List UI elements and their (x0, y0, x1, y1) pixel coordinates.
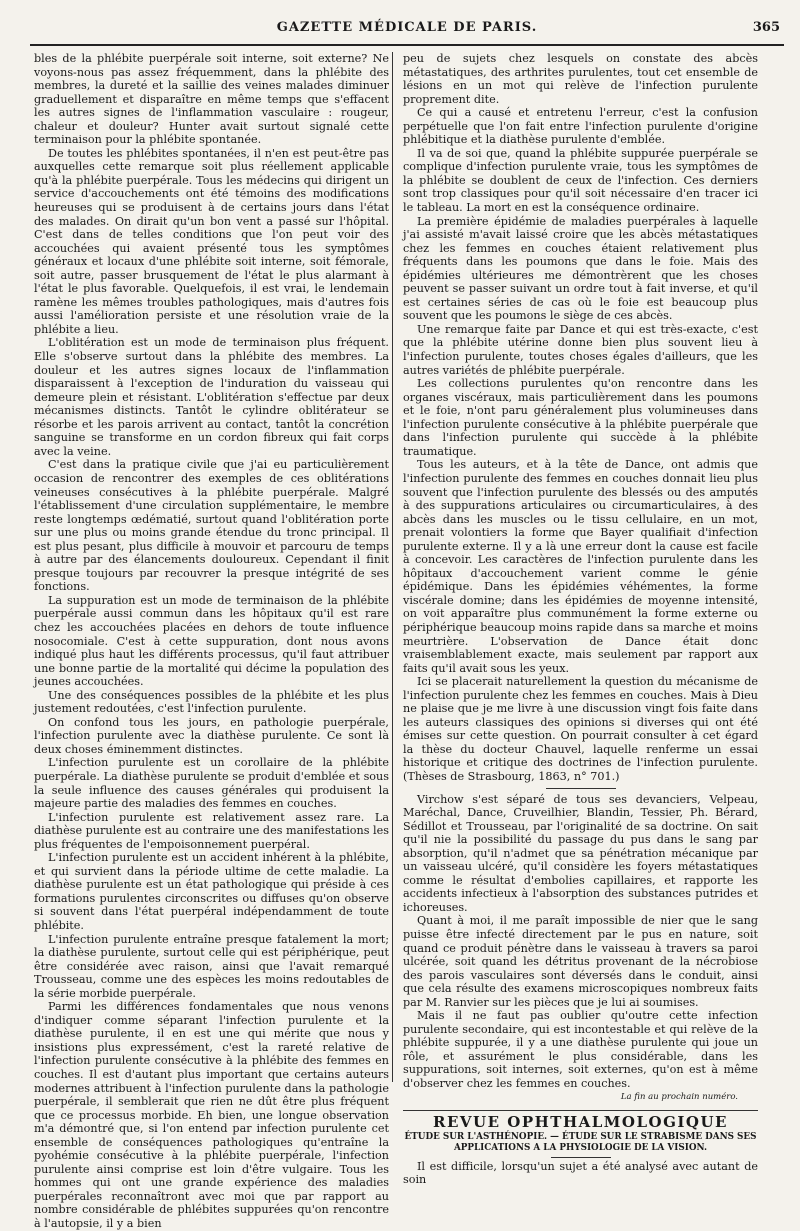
paragraph: La première épidémie de maladies puerpérales à laquelle j'ai assisté m'avait laissé croire que les abcès métastatiques chez les femmes en couches étaient relativement plus fréquents dans les poumons que dans le foie. Mais des épidémies ultérieures me démontrèrent que les choses peuvent se passer suivant un ordre tout à fait inverse, et qu'il est certaines séries de cas où le foie est beaucoup plus souvent que les poumons le siège de ces abcès. (403, 214, 758, 323)
paragraph: L'infection purulente est un accident inhérent à la phlébite, et qui survient dans la période ultime de cette maladie. La diathèse purulente est un état pathologique qui préside à ces formations purulentes circonscrites ou diffuses qu'on observe si souvent dans l'état puerpéral indépendamment de toute phlébite. (34, 851, 389, 932)
paragraph: peu de sujets chez lesquels on constate des abcès métastatiques, des arthrites purulentes, tout cet ensemble de lésions en un mot qui relève de l'infection purulente proprement dite. (403, 52, 758, 106)
paragraph: Parmi les différences fondamentales que nous venons d'indiquer comme séparant l'infection purulente et la diathèse purulente, il en est une qui mérite que nous y insistions plus expressément, c'est la rareté relative de l'infection purulente consécutive à la phlébite des femmes en couches. Il est d'autant plus important que certains auteurs modernes attribuent à l'infection purulente dans la pathologie puerpérale, il semblerait que rien ne dût être plus fréquent que ce processus morbide. Eh bien, une longue observation m'a démontré que, si l'on entend par infection purulente cet ensemble de conséquences pathologiques qu'entraîne la pyohémie consécutive à la phlébite puerpérale, l'infection purulente ainsi comprise est loin d'être vulgaire. Tous les hommes qui ont une grande expérience des maladies puerpérales reconnaîtront avec moi que par rapport au nombre considérable de phlébites suppurées qu'on rencontre à l'autopsie, il y a bien (34, 1000, 389, 1231)
paragraph: Il va de soi que, quand la phlébite suppurée puerpérale se complique d'infection purulente vraie, tous les symptômes de la phlébite se doublent de ceux de l'infection. Ces derniers sont trop classiques pour qu'il soit nécessaire d'en tracer ici le tableau. La mort en est la conséquence ordinaire. (403, 146, 758, 215)
paragraph: L'infection purulente est relativement assez rare. La diathèse purulente est au contraire une des manifestations les plus fréquentes de l'empoisonnement puerpéral. (34, 810, 389, 851)
paragraph: Une des conséquences possibles de la phlébite et les plus justement redoutées, c'est l'infection purulente. (34, 688, 389, 716)
left-column (34, 52, 389, 1231)
paragraph: C'est dans la pratique civile que j'ai eu particulièrement occasion de rencontrer des exemples de ces oblitérations veineuses consécutives à la phlébite puerpérale. Malgré l'établissement d'une circulation supplémentaire, le membre reste longtemps œdématié, surtout quand l'oblitération porte sur une plus ou moins grande étendue du tronc principal. Il est plus pesant, plus difficile à mouvoir et parcouru de temps à autre par des élancements douloureux. Cependant il finit presque toujours par recouvrer la presque intégrité de ses fonctions. (34, 458, 389, 594)
paragraph: Mais il ne faut pas oublier qu'outre cette infection purulente secondaire, qui est incontestable et qui relève de la phlébite suppurée, il y a une diathèse purulente qui joue un rôle, et assurément le plus considérable, dans les suppurations, soit internes, soit externes, qu'on est à même d'observer chez les femmes en couches. (403, 1009, 758, 1091)
page-number: 365 (752, 20, 780, 35)
paragraph: Les collections purulentes qu'on rencontre dans les organes viscéraux, mais particulièrement dans les poumons et le foie, n'ont paru généralement plus volumineuses dans l'infection purulente consécutive à la phlébite puerpérale que dans l'infection purulente qui succède à la phlébite traumatique. (403, 377, 758, 458)
paragraph: La suppuration est un mode de terminaison de la phlébite puerpérale aussi commun dans les hôpitaux qu'il est rare chez les accouchées placées en dehors de toute influence nosocomiale. C'est à cette suppuration, dont nous avons indiqué plus haut les différents processus, qu'il faut attribuer une bonne partie de la mortalité qui décime la population des jeunes accouchées. (34, 593, 389, 689)
review-subtitle: ÉTUDE SUR L'ASTHÉNOPIE. — ÉTUDE SUR LE STRABISME DANS SES (404, 1131, 757, 1142)
paragraph: Virchow s'est séparé de tous ses devanciers, Velpeau, Maréchal, Dance, Cruveilhier, Blandin, Tessier, Ph. Bérard, Sédillot et Trousseau, par l'originalité de sa doctrine. On sait qu'il nie la possibilité du passage du pus dans le sang par absorption, qu'il n'admet que sa pénétration mécanique par un vaisseau ulcéré, qu'il considère les foyers métastatiques comme le résultat d'embolies capillaires, et rapporte les accidents infectieux à l'absorption des substances putrides et ichoreuses. (403, 792, 758, 914)
paragraph: bles de la phlébite puerpérale soit interne, soit externe? Ne voyons-nous pas assez fréquemment, dans la phlébite des membres, la dureté et la saillie des veines malades diminuer graduellement et disparaître en même temps que s'effacent les autres signes de l'inflammation vasculaire : rougeur, chaleur et douleur? Hunter avait surtout signalé cette terminaison pour la phlébite spontanée. (34, 52, 389, 147)
review-subtitle: APPLICATIONS A LA PHYSIOLOGIE DE LA VISION. (453, 1142, 708, 1153)
paragraph: De toutes les phlébites spontanées, il n'en est peut-être pas auxquelles cette remarque soit plus réellement applicable qu'à la phlébite puerpérale. Tous les médecins qui dirigent un service d'accouchements ont été témoins des modifications heureuses qui se produisent à de certains jours dans l'état des malades. On dirait qu'un bon vent a passé sur l'hôpital. C'est dans de telles conditions que l'on peut voir des accouchées qui avaient présenté tous les symptômes généraux et locaux d'une phlébite soit interne, soit fémorale, soit autre, passer brusquement de l'état le plus alarmant à l'état le plus favorable. Quelquefois, il est vrai, le lendemain ramène les mêmes troubles pathologiques, mais d'autres fois aussi l'amélioration persiste et une résolution vraie de la phlébite a lieu. (34, 146, 389, 336)
column-divider (392, 52, 393, 1082)
continued-note: La fin au prochain numéro. (620, 1091, 738, 1102)
paragraph: Ici se placerait naturellement la question du mécanisme de l'infection purulente chez les femmes en couches. Mais à Dieu ne plaise que je me livre à une discussion vingt fois faite dans les auteurs classiques des opinions si diverses qui ont été émises sur cette question. On pourrait consulter à cet égard la thèse du docteur Chauvel, laquelle renferme un essai historique et critique des doctrines de l'infection purulente. (Thèses de Strasbourg, 1863, n° 701.) (403, 675, 758, 783)
paragraph: Une remarque faite par Dance et qui est très-exacte, c'est que la phlébite utérine donne bien plus souvent lieu à l'infection purulente, toutes choses égales d'ailleurs, que les autres variétés de phlébite puerpérale. (403, 322, 758, 377)
paragraph: L'infection purulente entraîne presque fatalement la mort; la diathèse purulente, surtout celle qui est périphérique, peut être considérée avec raison, ainsi que l'avait remarqué Trousseau, comme une des espèces les moins redoutables de la série morbide puerpérale. (34, 932, 389, 1000)
paragraph: Il est difficile, lorsqu'un sujet a été analysé avec autant de soin (403, 1159, 758, 1187)
paragraph: Quant à moi, il me paraît impossible de nier que le sang puisse être infecté directement par le pus en nature, soit quand ce produit pénètre dans le vaisseau à travers sa paroi ulcérée, soit quand les détritus provenant de la nécrobiose des parois vasculaires sont déversés dans le conduit, ainsi que cela résulte des examens microscopiques nombreux faits par M. Ranvier sur les pièces que je lui ai soumises. (403, 914, 758, 1009)
paragraph: L'oblitération est un mode de terminaison plus fréquent. Elle s'observe surtout dans la phlébite des membres. La douleur et les autres signes locaux de l'inflammation disparaissent à l'exception de l'induration du vaisseau qui demeure plein et résistant. L'oblitération s'effectue par deux mécanismes distincts. Tantôt le cylindre oblitérateur se résorbe et les parois arrivent au contact, tantôt la concrétion sanguine se transforme en un cordon fibreux qui fait corps avec la veine. (34, 336, 389, 458)
paragraph: Ce qui a causé et entretenu l'erreur, c'est la confusion perpétuelle que l'on fait entre l'infection purulente d'origine phlébitique et la diathèse purulente d'emblée. (403, 106, 758, 147)
page-header (30, 16, 784, 46)
section-rule (546, 788, 616, 789)
paragraph: L'infection purulente est un corollaire de la phlébite puerpérale. La diathèse purulente se produit d'emblée et sous la seule influence des causes générales qui produisent la majeure partie des maladies des femmes en couches. (34, 756, 389, 811)
review-title: REVUE OPHTHALMOLOGIQUE (403, 1110, 758, 1130)
paragraph: On confond tous les jours, en pathologie puerpérale, l'infection purulente avec la diathèse purulente. Ce sont là deux choses éminemment distinctes. (34, 715, 389, 756)
right-column (403, 52, 758, 1187)
journal-title: GAZETTE MÉDICALE DE PARIS. (276, 20, 538, 35)
paragraph: Tous les auteurs, et à la tête de Dance, ont admis que l'infection purulente des femmes en couches donnait lieu plus souvent que l'infection purulente des blessés ou des amputés à des suppurations articulaires ou circumarticulaires, à des abcès dans les muscles ou le tissu cellulaire, en un mot, prenait volontiers la forme que Bayer qualifiait d'infection purulente externe. Il y a là une erreur dont la cause est facile à concevoir. Les caractères de l'infection purulente dans les hôpitaux d'accouchement varient comme le génie épidémique. Dans les épidémies véhémentes, la forme viscérale domine; dans les épidémies de moyenne intensité, on voit apparaître plus communément la forme externe ou périphérique beaucoup moins rapide dans sa marche et moins meurtrière. L'observation de Dance était donc vraisemblablement exacte, mais seulement par rapport aux faits qu'il avait sous les yeux. (403, 458, 758, 675)
section-rule (551, 1157, 611, 1158)
